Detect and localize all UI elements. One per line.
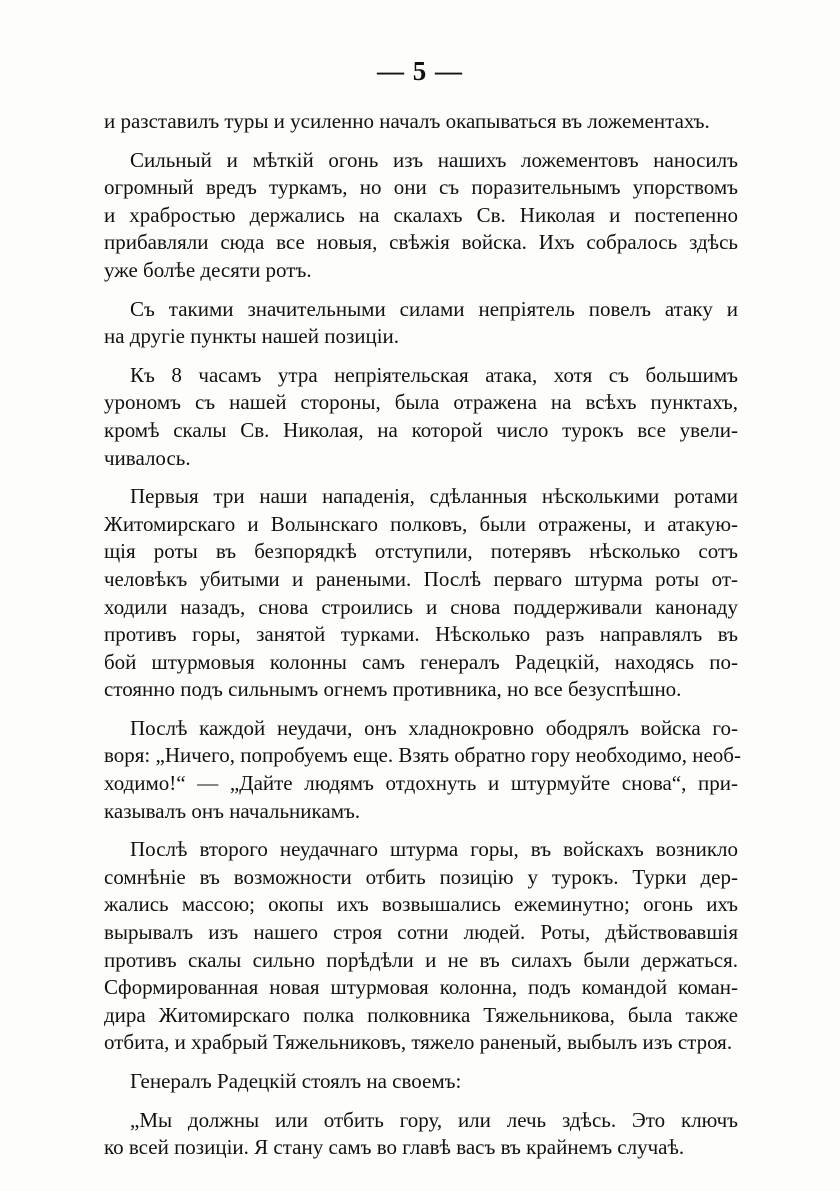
paragraph xyxy=(104,715,741,825)
text-line: Къ 8 часамъ утра непріятельская атака, хотя съ большимъ xyxy=(130,362,738,387)
text-line: отбита, и храбрый Тяжельниковъ, тяжело раненый, выбылъ изъ строя. xyxy=(104,1030,733,1055)
text-line: стоянно подъ сильнымъ огнемъ противника, но все безуспѣшно. xyxy=(104,677,682,702)
text-line: воря: „Ничего, попробуемъ еще. Взять обратно гору необходимо, необ- xyxy=(104,743,741,768)
text-line: щія роты въ безпорядкѣ отступили, потерявъ нѣсколько сотъ xyxy=(104,539,738,564)
text-line: дира Житомирскаго полка полковника Тяжельникова, была также xyxy=(104,1002,738,1027)
text-line: противъ горы, занятой турками. Нѣсколько разъ направлялъ въ xyxy=(104,622,738,647)
text-line: Сформированная новая штурмовая колонна, подъ командой коман- xyxy=(104,975,738,1000)
paragraph xyxy=(104,362,738,472)
paragraph xyxy=(104,1068,738,1096)
text-line: Сильный и мѣткій огонь изъ нашихъ ложементовъ наносилъ xyxy=(130,147,738,172)
text-line: ко всей позиціи. Я стану самъ во главѣ васъ въ крайнемъ случаѣ. xyxy=(104,1135,685,1160)
paragraph xyxy=(104,836,738,1057)
text-line: чивалось. xyxy=(104,445,191,470)
paragraph xyxy=(104,483,738,704)
paragraph xyxy=(104,1107,738,1162)
text-line: Послѣ каждой неудачи, онъ хладнокровно ободрялъ войска го- xyxy=(130,715,738,740)
text-line: Житомирскаго и Волынскаго полковъ, были отражены, и атакую- xyxy=(104,511,738,536)
text-line: сомнѣніе въ возможности отбить позицію у турокъ. Турки дер- xyxy=(104,864,738,889)
text-line: человѣкъ убитыми и ранеными. Послѣ перваго штурма роты от- xyxy=(104,566,738,591)
paragraph xyxy=(104,147,738,285)
text-line: прибавляли сюда все новыя, свѣжія войска. Ихъ собралось здѣсь xyxy=(104,230,738,255)
text-line: Генералъ Радецкій стоялъ на своемъ: xyxy=(130,1069,462,1093)
text-line: противъ скалы сильно порѣдѣли и не въ силахъ были держаться. xyxy=(104,947,738,972)
text-line: и разставилъ туры и усиленно началъ окапываться въ ложементахъ. xyxy=(104,109,710,133)
text-line: Первыя три наши нападенія, сдѣланныя нѣсколькими ротами xyxy=(130,484,738,509)
text-line: огромный вредъ туркамъ, но они съ поразительнымъ упорствомъ xyxy=(104,175,738,200)
text-line: ходимо!“ — „Дайте людямъ отдохнуть и штурмуйте снова“, при- xyxy=(104,771,738,796)
paragraph xyxy=(104,296,738,351)
text-line: „Мы должны или отбить гору, или лечь здѣсь. Это ключъ xyxy=(130,1107,738,1132)
body-text xyxy=(104,108,741,1173)
text-line: жались массою; окопы ихъ возвышались ежеминутно; огонь ихъ xyxy=(104,892,738,917)
text-line: Послѣ второго неудачнаго штурма горы, въ войскахъ возникло xyxy=(130,837,738,862)
text-line: бой штурмовыя колонны самъ генералъ Радецкій, находясь по- xyxy=(104,649,738,674)
text-line: вырывалъ изъ нашего строя сотни людей. Роты, дѣйствовавшія xyxy=(104,920,738,945)
text-line: и храбростью держались на скалахъ Св. Николая и постепенно xyxy=(104,202,738,227)
page-number: — 5 — xyxy=(377,56,463,86)
text-line: казывалъ онъ начальникамъ. xyxy=(104,798,361,823)
text-line: Съ такими значительными силами непріятель повелъ атаку и xyxy=(130,296,738,321)
text-line: урономъ съ нашей стороны, была отражена на всѣхъ пунктахъ, xyxy=(104,390,738,415)
text-line: уже болѣе десяти ротъ. xyxy=(104,257,312,282)
text-line: ходили назадъ, снова строились и снова поддерживали канонаду xyxy=(104,594,738,619)
text-line: на другіе пункты нашей позиціи. xyxy=(104,324,400,349)
paragraph xyxy=(104,108,738,136)
text-line: кромѣ скалы Св. Николая, на которой число турокъ все увели- xyxy=(104,417,738,442)
